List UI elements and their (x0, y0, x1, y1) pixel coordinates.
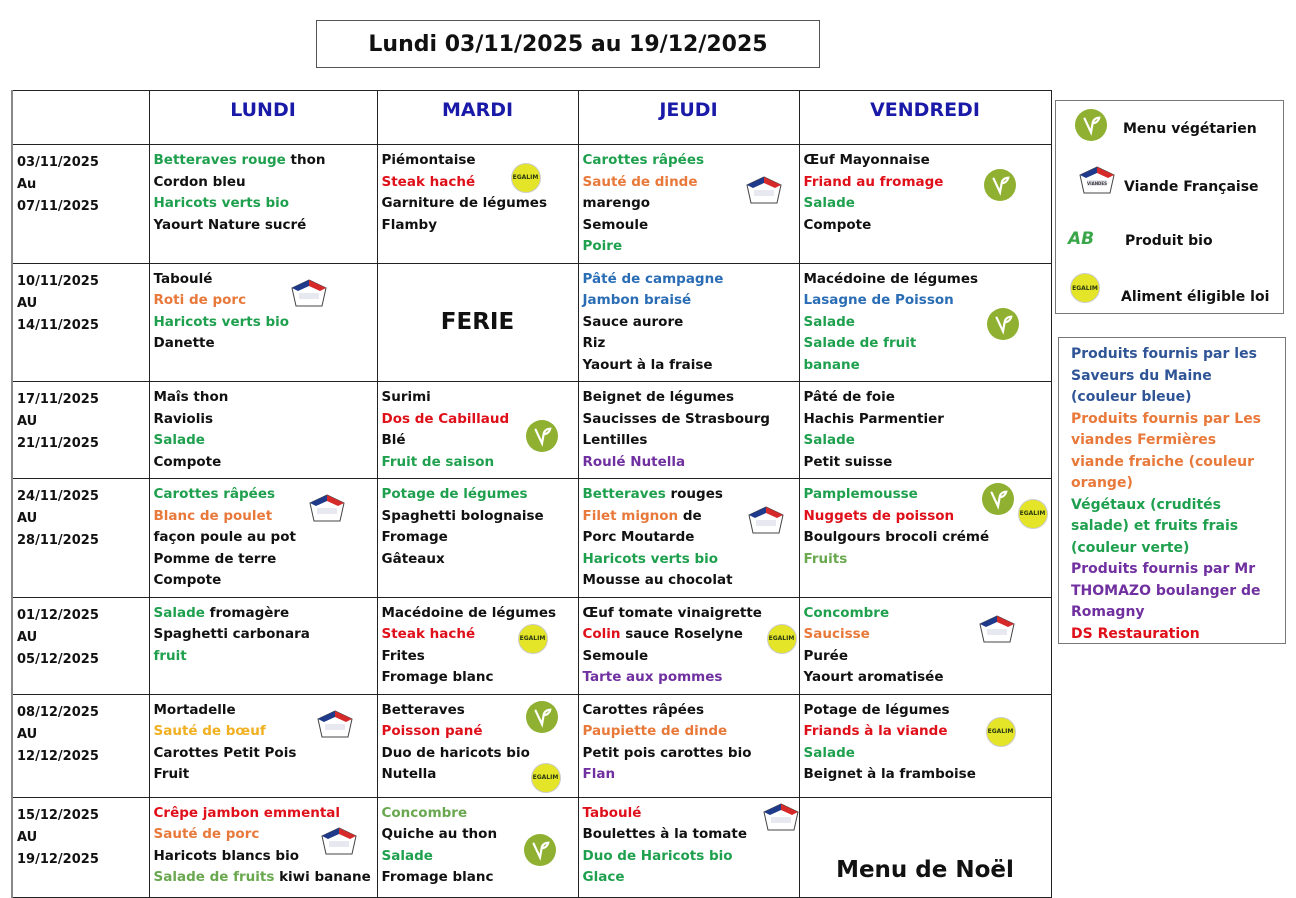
menu-item: Colin sauce Roselyne (582, 626, 743, 642)
egalim-icon: EGALIM (986, 717, 1016, 747)
egalim-icon: EGALIM (531, 763, 561, 793)
menu-cell-lundi (149, 797, 377, 897)
french-meat-icon (290, 278, 328, 316)
legend-vegetaux: Végétaux (crudités salade) et fruits frais (couleur verte) (1071, 496, 1239, 556)
page-title: Lundi 03/11/2025 au 19/12/2025 (316, 20, 820, 68)
menu-item: Crêpe jambon emmental (153, 804, 341, 821)
menu-item: Sauce aurore (582, 313, 684, 330)
menu-item: Mortadelle (153, 701, 236, 718)
menu-item: Fromage blanc (381, 869, 494, 885)
menu-item: Haricots verts bio (153, 313, 290, 330)
menu-item: Taboulé (582, 804, 642, 821)
menu-item: Carottes Petit Pois (153, 744, 297, 761)
menu-item: Duo de haricots bio (381, 744, 530, 761)
menu-item: Macédoine de légumes (803, 270, 979, 287)
menu-item: Saucisse (803, 626, 870, 642)
holiday-label: FERIE (440, 309, 515, 336)
date-line: 28/11/2025 (17, 533, 99, 548)
menu-item: Quiche au thon (381, 826, 498, 842)
menu-item: Spaghetti bolognaise (381, 507, 544, 524)
menu-item: Gâteaux (381, 550, 445, 567)
week-row (12, 694, 1051, 797)
menu-item: Maîs thon (153, 389, 229, 405)
date-line: 10/11/2025 (17, 273, 99, 289)
menu-item: Danette (153, 335, 215, 351)
menu-item: Fruits (803, 550, 848, 567)
french-meat-icon (745, 175, 783, 213)
vegetarian-icon (524, 834, 556, 866)
header-empty (12, 91, 149, 145)
week-row (12, 597, 1051, 694)
week-row (12, 145, 1051, 264)
menu-item: Lentilles (582, 432, 648, 448)
menu-item: Macédoine de légumes (381, 604, 557, 621)
menu-item: Garniture de légumes (381, 195, 548, 211)
week-row (12, 382, 1051, 479)
french-meat-icon (978, 614, 1016, 652)
menu-item: Jambon braisé (582, 292, 692, 308)
vegetarian-icon (1075, 109, 1107, 141)
menu-item: Mousse au chocolat (582, 572, 733, 588)
date-line: AU (17, 829, 38, 845)
menu-item: Salade de fruits kiwi banane (153, 869, 371, 885)
menu-item: Roulé Nutella (582, 453, 686, 470)
menu-item: Frites (381, 647, 425, 664)
menu-item: Betteraves (381, 701, 465, 718)
date-line: 05/12/2025 (17, 651, 99, 667)
menu-item: Potage de légumes (381, 486, 528, 502)
menu-cell-lundi (149, 145, 377, 264)
egalim-icon: EGALIM (1018, 499, 1048, 529)
menu-item: Raviolis (153, 410, 213, 427)
legend-viandes-fermieres: Produits fournis par Les viandes Fermières viande fraiche (couleur orange) (1071, 410, 1262, 491)
date-line: 01/12/2025 (17, 607, 99, 623)
date-line: 17/11/2025 (17, 392, 99, 407)
date-line: 14/11/2025 (17, 317, 99, 333)
date-line: 21/11/2025 (17, 436, 99, 451)
menu-item: Roti de porc (153, 292, 247, 308)
week-row (12, 263, 1051, 382)
french-meat-icon (762, 802, 800, 840)
menu-cell-lundi (149, 479, 377, 598)
menu-item: Œuf Mayonnaise (803, 152, 930, 168)
menu-item: Nuggets de poisson (803, 507, 955, 524)
menu-item: Purée (803, 647, 848, 664)
menu-item: Semoule (582, 647, 649, 664)
menu-item: Poisson pané (381, 723, 483, 739)
menu-item: Nutella (381, 766, 437, 782)
menu-item: Blanc de poulet (153, 507, 273, 524)
menu-item: Cordon bleu (153, 173, 246, 190)
menu-item: fruit (153, 647, 187, 664)
week-dates (12, 145, 149, 264)
menu-item: Haricots verts bio (582, 550, 719, 567)
menu-item: Tarte aux pommes (582, 669, 723, 685)
menu-item: Salade (803, 432, 855, 448)
menu-item: Piémontaise (381, 152, 476, 168)
menu-item: Sauté de bœuf (153, 723, 266, 739)
menu-item: Paupiette de dinde (582, 723, 728, 739)
week-dates (12, 797, 149, 897)
menu-item: Taboulé (153, 270, 213, 287)
menu-item: Salade (153, 432, 205, 448)
date-line: Au (17, 177, 37, 192)
menu-item: Flan (582, 766, 616, 782)
week-row (12, 797, 1051, 897)
menu-item: Yaourt aromatisée (803, 669, 944, 685)
legend-ds-restauration: DS Restauration (1071, 625, 1200, 642)
menu-item: Spaghetti carbonara (153, 626, 310, 642)
menu-item: Œuf tomate vinaigrette (582, 604, 762, 621)
menu-cell-vendredi (799, 479, 1051, 598)
legend-saveurs-du-maine: Produits fournis par les Saveurs du Maine (couleur bleue) (1071, 346, 1257, 405)
menu-item: Fromage (381, 529, 448, 545)
menu-item: Salade fromagère (153, 604, 290, 621)
header-row (12, 91, 1051, 145)
menu-item: Pâté de campagne (582, 270, 724, 287)
menu-item: Friands à la viande (803, 723, 948, 739)
menu-cell-vendredi (799, 797, 1051, 897)
week-row (12, 479, 1051, 598)
date-line: 07/11/2025 (17, 199, 99, 214)
menu-item: Carottes râpées (582, 152, 705, 168)
menu-cell-mardi (377, 145, 578, 264)
menu-item: Blé (381, 432, 406, 448)
french-meat-icon (747, 505, 785, 543)
french-meat-icon (320, 826, 358, 864)
icon-legend: Menu végétarien VIANDES Viande Française AB Produit bio EGALIM Aliment éligible loi (1055, 100, 1284, 314)
french-meat-icon (316, 709, 354, 747)
menu-item: Beignet à la framboise (803, 766, 976, 782)
menu-item: Salade (381, 847, 433, 864)
menu-item: Hachis Parmentier (803, 410, 944, 427)
vegetarian-icon (984, 169, 1016, 201)
menu-item: Salade (803, 313, 855, 330)
menu-item: Glace (582, 869, 625, 885)
date-line: 24/11/2025 (17, 489, 99, 504)
menu-item: Pâté de foie (803, 389, 895, 405)
week-dates (12, 263, 149, 382)
svg-text:VIANDES: VIANDES (1087, 181, 1107, 186)
menu-item: Carottes râpées (582, 701, 705, 718)
header-mardi: MARDI (377, 91, 578, 145)
vegetarian-icon (987, 308, 1019, 340)
menu-item: Riz (582, 335, 606, 351)
menu-item: façon poule au pot (153, 529, 296, 545)
date-line: AU (17, 414, 38, 429)
header-lundi: LUNDI (149, 91, 377, 145)
menu-cell-lundi (149, 694, 377, 797)
french-meat-icon (1078, 165, 1116, 199)
menu-item: Concombre (803, 604, 890, 621)
menu-item: Filet mignon de (582, 507, 702, 524)
menu-item: Haricots verts bio (153, 195, 290, 211)
egalim-icon: EGALIM (511, 163, 541, 193)
menu-item: Boulettes à la tomate (582, 826, 748, 842)
menu-item: Flamby (381, 216, 437, 233)
week-dates (12, 694, 149, 797)
menu-item: Compote (153, 453, 222, 470)
menu-cell-vendredi (799, 145, 1051, 264)
menu-cell-vendredi (799, 263, 1051, 382)
menu-item: Betteraves rouges (582, 486, 723, 502)
menu-item: Beignet de légumes (582, 389, 734, 405)
date-line: AU (17, 295, 38, 311)
menu-item: banane (803, 356, 860, 373)
menu-item: Sauté de dinde (582, 173, 698, 190)
menu-item: Saucisses de Strasbourg (582, 410, 770, 427)
french-meat-icon (308, 493, 346, 531)
egalim-icon: EGALIM (767, 624, 797, 654)
menu-item: Yaourt Nature sucré (153, 216, 307, 233)
menu-item: Porc Moutarde (582, 529, 695, 545)
menu-cell-lundi (149, 597, 377, 694)
menu-item: Compote (803, 216, 872, 233)
menu-item: Steak haché (381, 626, 476, 642)
menu-item: Sauté de porc (153, 826, 260, 842)
menu-cell-mardi (377, 694, 578, 797)
menu-item: Haricots blancs bio (153, 847, 299, 864)
menu-item: Dos de Cabillaud (381, 410, 510, 427)
menu-item: Boulgours brocoli crémé (803, 529, 990, 545)
color-legend (1058, 337, 1286, 644)
week-dates (12, 479, 149, 598)
menu-item: Fruit de saison (381, 453, 495, 470)
menu-item: Betteraves rouge thon (153, 152, 326, 168)
vegetarian-icon (982, 483, 1014, 515)
legend-boulanger: Produits fournis par Mr THOMAZO boulanger de Romagny (1071, 561, 1261, 620)
date-line: 08/12/2025 (17, 704, 99, 720)
week-dates (12, 382, 149, 479)
date-line: AU (17, 726, 38, 742)
menu-item: Salade (803, 195, 855, 211)
menu-cell-mardi (377, 263, 578, 382)
menu-cell-jeudi (578, 263, 799, 382)
menu-item: Fruit (153, 766, 190, 782)
menu-cell-mardi (377, 382, 578, 479)
menu-item: Salade (803, 744, 855, 761)
week-dates (12, 597, 149, 694)
menu-item: Fromage blanc (381, 669, 494, 685)
menu-item: Poire (582, 238, 623, 254)
menu-cell-jeudi (578, 145, 799, 264)
menu-item: Friand au fromage (803, 173, 944, 190)
organic-ab-icon: AB (1068, 229, 1095, 249)
egalim-icon: EGALIM (1070, 273, 1100, 303)
date-line: 15/12/2025 (17, 807, 99, 823)
egalim-icon: EGALIM (518, 624, 548, 654)
menu-cell-vendredi (799, 694, 1051, 797)
menu-cell-jeudi (578, 479, 799, 598)
menu-cell-mardi (377, 797, 578, 897)
menu-cell-jeudi (578, 382, 799, 479)
menu-table (11, 90, 1052, 898)
menu-cell-jeudi (578, 694, 799, 797)
menu-item: marengo (582, 195, 651, 211)
menu-item: Duo de Haricots bio (582, 847, 733, 864)
menu-item: Steak haché (381, 173, 476, 190)
christmas-menu-label: Menu de Noël (836, 856, 1014, 883)
menu-item: Potage de légumes (803, 701, 950, 718)
menu-item: Pomme de terre (153, 550, 277, 567)
menu-cell-lundi (149, 382, 377, 479)
menu-cell-lundi (149, 263, 377, 382)
menu-cell-vendredi (799, 597, 1051, 694)
menu-item: Pamplemousse (803, 486, 918, 502)
date-line: 03/11/2025 (17, 155, 99, 170)
menu-item: Concombre (381, 804, 468, 821)
date-line: 12/12/2025 (17, 748, 99, 764)
menu-item: Petit pois carottes bio (582, 744, 752, 761)
menu-item: Petit suisse (803, 453, 893, 470)
header-vendredi: VENDREDI (799, 91, 1051, 145)
menu-item: Salade de fruit (803, 335, 917, 351)
date-line: AU (17, 511, 38, 526)
menu-item: Compote (153, 572, 222, 588)
menu-cell-mardi (377, 479, 578, 598)
menu-cell-jeudi (578, 597, 799, 694)
menu-cell-vendredi (799, 382, 1051, 479)
menu-item: Lasagne de Poisson (803, 292, 954, 308)
date-line: AU (17, 629, 38, 645)
menu-item: Carottes râpées (153, 486, 276, 502)
menu-item: Surimi (381, 389, 431, 405)
vegetarian-icon (526, 420, 558, 452)
menu-item: Semoule (582, 216, 649, 233)
menu-cell-jeudi (578, 797, 799, 897)
menu-item: Yaourt à la fraise (582, 356, 713, 373)
menu-cell-mardi (377, 597, 578, 694)
header-jeudi: JEUDI (578, 91, 799, 145)
date-line: 19/12/2025 (17, 851, 99, 867)
vegetarian-icon (526, 701, 558, 733)
